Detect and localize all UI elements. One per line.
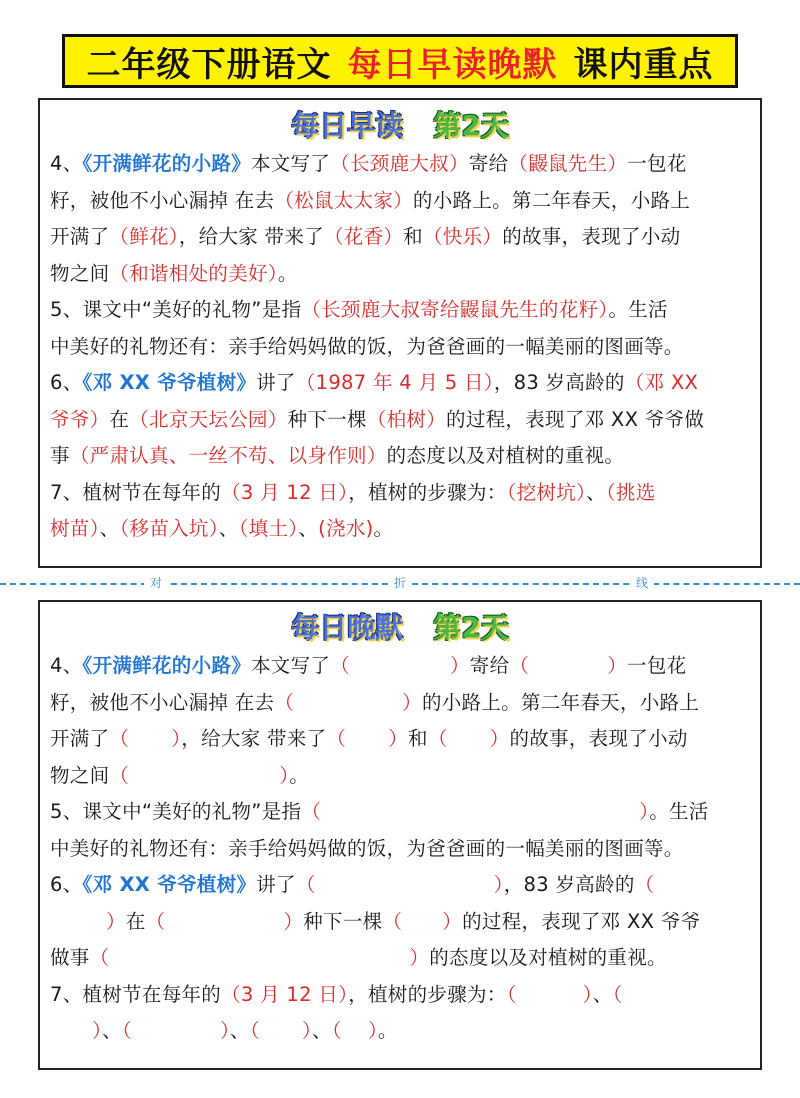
page-title-banner [62, 34, 738, 88]
text-line: ）、（ ）、（ ）、（ ）。 [50, 1013, 754, 1050]
answer: （3 月 12 日） [221, 480, 349, 504]
answer: （邓 XX [624, 371, 699, 394]
text-line: 7、植树节在每年的（3 月 12 日），植树的步骤为：（挖树坑）、（挑选 [50, 480, 656, 504]
text-line: 6、《邓 XX 爷爷植树》讲了（ ），83 岁高龄的（ [50, 873, 655, 896]
evening-content [50, 648, 754, 1050]
answer: （北京天坛公园） [129, 407, 288, 431]
text-line: 5、课文中“美好的礼物”是指（长颈鹿大叔寄给鼹鼠先生的花籽）。生活 [50, 298, 668, 321]
blank[interactable]: （ ） [295, 873, 504, 896]
book-title: 《邓 XX 爷爷植树》 [82, 371, 257, 394]
blank[interactable]: （ ） [506, 982, 593, 1006]
text-line: 物之间（ ）。 [50, 763, 310, 787]
blank[interactable]: （ ） [109, 763, 290, 787]
answer: （挖树坑） [506, 480, 587, 504]
evening-heading [40, 606, 760, 646]
book-title: 《邓 XX 爷爷植树》 [82, 873, 257, 896]
answer: （移苗入坑） [119, 517, 219, 540]
blank[interactable]: （ ） [382, 909, 463, 933]
text-line: 7、植树节在每年的（3 月 12 日），植树的步骤为：（ ）、（ [50, 982, 623, 1006]
evening-heading-text: 每日晚默 [291, 611, 404, 644]
answer: （3 月 12 日） [221, 982, 349, 1006]
answer: 爷爷） [50, 407, 110, 431]
blank[interactable]: （ ） [301, 800, 650, 823]
morning-heading [40, 104, 760, 144]
title-focus: 课内重点 [573, 44, 714, 85]
text-line: 4、《开满鲜花的小路》本文写了（长颈鹿大叔）寄给（鼹鼠先生）一包花 [50, 152, 687, 175]
answer: （柏树） [366, 407, 447, 431]
answer: （鼹鼠先生） [508, 152, 628, 175]
answer: （填土） [238, 517, 299, 540]
text-line: ）在（ ）种下一棵（ ）的过程，表现了邓 XX 爷爷 [50, 904, 754, 941]
answer: （严肃认真、一丝不苟、以身作则） [69, 444, 387, 467]
book-title: 《开满鲜花的小路》 [82, 152, 251, 175]
answer: （长颈鹿大叔） [330, 152, 469, 175]
text-line: 开满了（ ），给大家 带来了（ ）和（ ）的故事，表现了小动 [50, 727, 688, 750]
answer: （松鼠太太家） [274, 188, 413, 212]
answer: (浇水) [318, 517, 374, 540]
answer: （挑选 [605, 480, 656, 504]
blank[interactable]: （ [634, 873, 655, 896]
text-line: 开满了（鲜花），给大家 带来了（花香）和（快乐）的故事，表现了小动 [50, 225, 681, 248]
evening-dictation-panel [38, 600, 762, 1070]
blank[interactable]: （ ） [331, 1019, 378, 1042]
fold-label: 线 [630, 574, 654, 591]
title-main: 每日早读晚默 [347, 44, 558, 85]
text-line: 4、《开满鲜花的小路》本文写了（ ）寄给（ ）一包花 [50, 654, 687, 677]
text-line: 做事（ ）的态度以及对植树的重视。 [50, 946, 667, 969]
blank[interactable]: （ ） [330, 654, 470, 677]
answer: （花香） [323, 225, 404, 248]
morning-day-text: 第2天 [433, 109, 509, 142]
blank[interactable]: （ ） [109, 727, 182, 750]
book-title: 《开满鲜花的小路》 [82, 654, 251, 677]
blank[interactable]: （ ） [274, 690, 422, 714]
blank[interactable]: （ ） [89, 946, 430, 969]
blank[interactable]: （ ） [509, 654, 628, 677]
blank[interactable]: （ ） [121, 1019, 230, 1042]
answer: （1987 年 4 月 5 日） [295, 371, 494, 394]
blank[interactable]: ） [92, 1019, 103, 1042]
text-line: 物之间（和谐相处的美好）。 [50, 261, 298, 285]
morning-content [50, 146, 754, 548]
text-line: 事（严肃认真、一丝不苟、以身作则）的态度以及对植树的重视。 [50, 444, 625, 467]
answer: 树苗） [50, 517, 100, 540]
text-line: 籽，被他不小心漏掉 在去（ ）的小路上。第二年春天，小路上 [50, 690, 700, 714]
morning-heading-text: 每日早读 [291, 109, 404, 142]
morning-reading-panel [38, 98, 762, 568]
fold-label: 对 [144, 574, 168, 591]
evening-day-text: 第2天 [433, 611, 509, 644]
blank[interactable]: （ ） [249, 1019, 312, 1042]
text-line: 爷爷）在（北京天坛公园）种下一棵（柏树）的过程，表现了邓 XX 爷爷做 [50, 407, 705, 431]
blank[interactable]: （ ） [427, 727, 510, 750]
text-line: 5、课文中“美好的礼物”是指（ ）。生活 [50, 800, 709, 823]
answer: （和谐相处的美好） [109, 261, 278, 285]
text-line: 中美好的礼物还有：亲手给妈妈做的饭，为爸爸画的一幅美丽的图画等。 [50, 334, 684, 358]
fold-line [0, 576, 800, 592]
answer: （快乐） [422, 225, 503, 248]
title-grade: 二年级下册语文 [86, 44, 332, 85]
text-line: 树苗）、（移苗入坑）、（填土）、(浇水)。 [50, 517, 394, 540]
answer: （鲜花） [109, 225, 179, 248]
blank[interactable]: （ [612, 982, 623, 1006]
answer: （长颈鹿大叔寄给鼹鼠先生的花籽） [301, 298, 609, 321]
fold-label: 折 [388, 574, 412, 591]
blank[interactable]: （ ） [326, 727, 409, 750]
text-line: 中美好的礼物还有：亲手给妈妈做的饭，为爸爸画的一幅美丽的图画等。 [50, 836, 684, 860]
text-line: 籽，被他不小心漏掉 在去（松鼠太太家）的小路上。第二年春天，小路上 [50, 188, 691, 212]
blank[interactable]: （ ） [145, 909, 304, 933]
blank[interactable]: ） [106, 909, 126, 933]
text-line: 6、《邓 XX 爷爷植树》讲了（1987 年 4 月 5 日），83 岁高龄的（邓 XX [50, 371, 699, 394]
